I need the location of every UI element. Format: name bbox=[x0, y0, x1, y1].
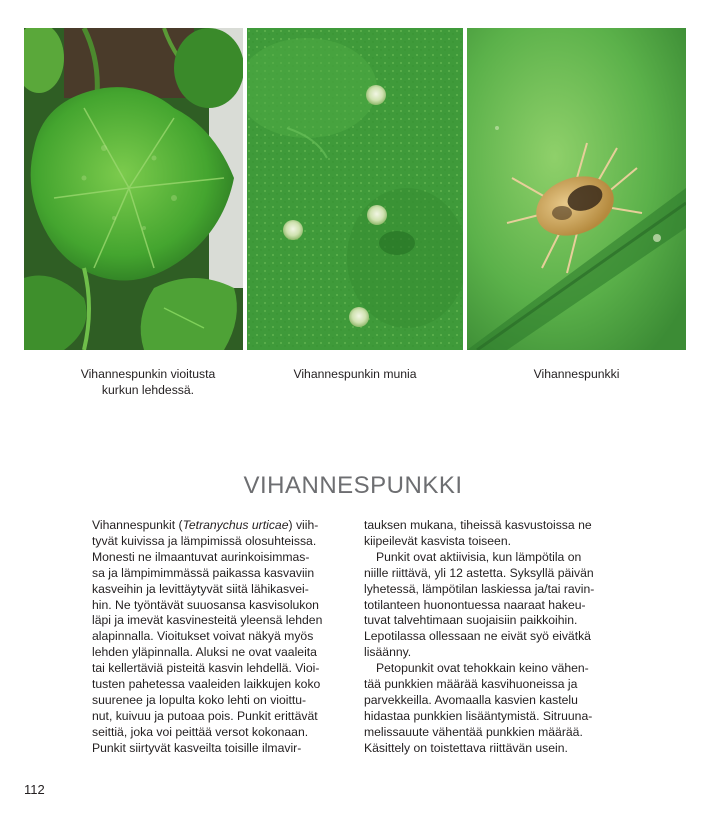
text-line: suurenee ja lopulta koko lehti on vioittu- bbox=[92, 692, 307, 707]
caption-line: Vihannespunkin vioitusta bbox=[80, 367, 216, 381]
text-line: totilanteen huonontuessa naaraat hakeu- bbox=[364, 597, 586, 612]
text-line: tusten pahetessa vaaleiden laikkujen koko bbox=[92, 677, 321, 692]
left-text-column bbox=[92, 518, 352, 757]
text-line: Monesti ne ilmaantuvat aurinkoisimmas- bbox=[92, 549, 310, 564]
text-line: kiipeilevät kasvista toiseen. bbox=[364, 533, 511, 548]
photo-cucumber-leaf-damage bbox=[24, 28, 243, 350]
text-line: tää punkkien määrää kasvihuoneissa ja bbox=[364, 677, 578, 692]
text-line: tai kellertäviä pisteitä kasvin lehdellä. Vioi- bbox=[92, 661, 320, 676]
caption-mite: Vihannespunkki bbox=[533, 367, 620, 381]
text-line: lehden yläpinnalla. Aluksi ne ovat vaaleita bbox=[92, 645, 317, 660]
text-line: Punkit siirtyvät kasveilta toisille ilmavir- bbox=[92, 740, 302, 755]
text-line: läpi ja imevät kasvinesteitä yleensä lehden bbox=[92, 613, 323, 628]
text-line: Käsittely on toistettava riittävän usein. bbox=[364, 740, 568, 755]
right-text-column bbox=[364, 518, 626, 757]
text-line: hin. Ne työntävät suuosansa kasvisolukon bbox=[92, 597, 319, 612]
caption-line: kurkun lehdessä. bbox=[101, 383, 195, 397]
text-line: Petopunkit ovat tehokkain keino vähen- bbox=[376, 661, 589, 676]
text-line: tuvat talvehtimaan suojaisiin paikkoihin. bbox=[364, 613, 578, 628]
text-line: seittiä, joka voi peittää versot kokonaan. bbox=[92, 724, 309, 739]
photo-spider-mite-eggs bbox=[247, 28, 463, 350]
caption-leaf-damage bbox=[24, 366, 272, 398]
caption-eggs: Vihannespunkin munia bbox=[293, 367, 417, 381]
text-line: Punkit ovat aktiivisia, kun lämpötila on bbox=[376, 549, 582, 564]
text-line: nut, kuivuu ja putoaa pois. Punkit erittävät bbox=[92, 708, 318, 723]
text-line: lisäänny. bbox=[364, 645, 412, 660]
text-line: sa ja lämpimimmässä paikassa kasvaviin bbox=[92, 565, 315, 580]
text-line: tauksen mukana, tiheissä kasvustoissa ne bbox=[364, 518, 592, 532]
photo-spider-mite bbox=[467, 28, 686, 350]
text-line: alapinnalla. Vioitukset voivat näkyä myös bbox=[92, 629, 314, 644]
text-line: Lepotilassa ollessaan ne eivät syö eivätkä bbox=[364, 629, 591, 644]
text-line: melissauute vähentää punkkien määrää. bbox=[364, 724, 583, 739]
page-number: 112 bbox=[24, 782, 45, 797]
text-line: Vihannespunkit (Tetranychus urticae) viih- bbox=[92, 518, 319, 532]
text-line: hidastaa punkkien lisääntymistä. Sitruuna- bbox=[364, 708, 593, 723]
text-line: tyvät kuivissa ja lämpimissä olosuhteissa. bbox=[92, 533, 317, 548]
section-title: VIHANNESPUNKKI bbox=[243, 472, 463, 500]
latin-name: Tetranychus urticae bbox=[182, 518, 289, 532]
text-line: lyhetessä, lämpötilan laskiessa ja/tai ravin- bbox=[364, 581, 595, 596]
text-line: niille riittävä, yli 12 astetta. Syksyllä päivän bbox=[364, 565, 594, 580]
text-line: kasveihin ja levittäytyvät siitä lähikasvei- bbox=[92, 581, 309, 596]
text-line: parvekkeilla. Avomaalla kasvien kastelu bbox=[364, 692, 578, 707]
